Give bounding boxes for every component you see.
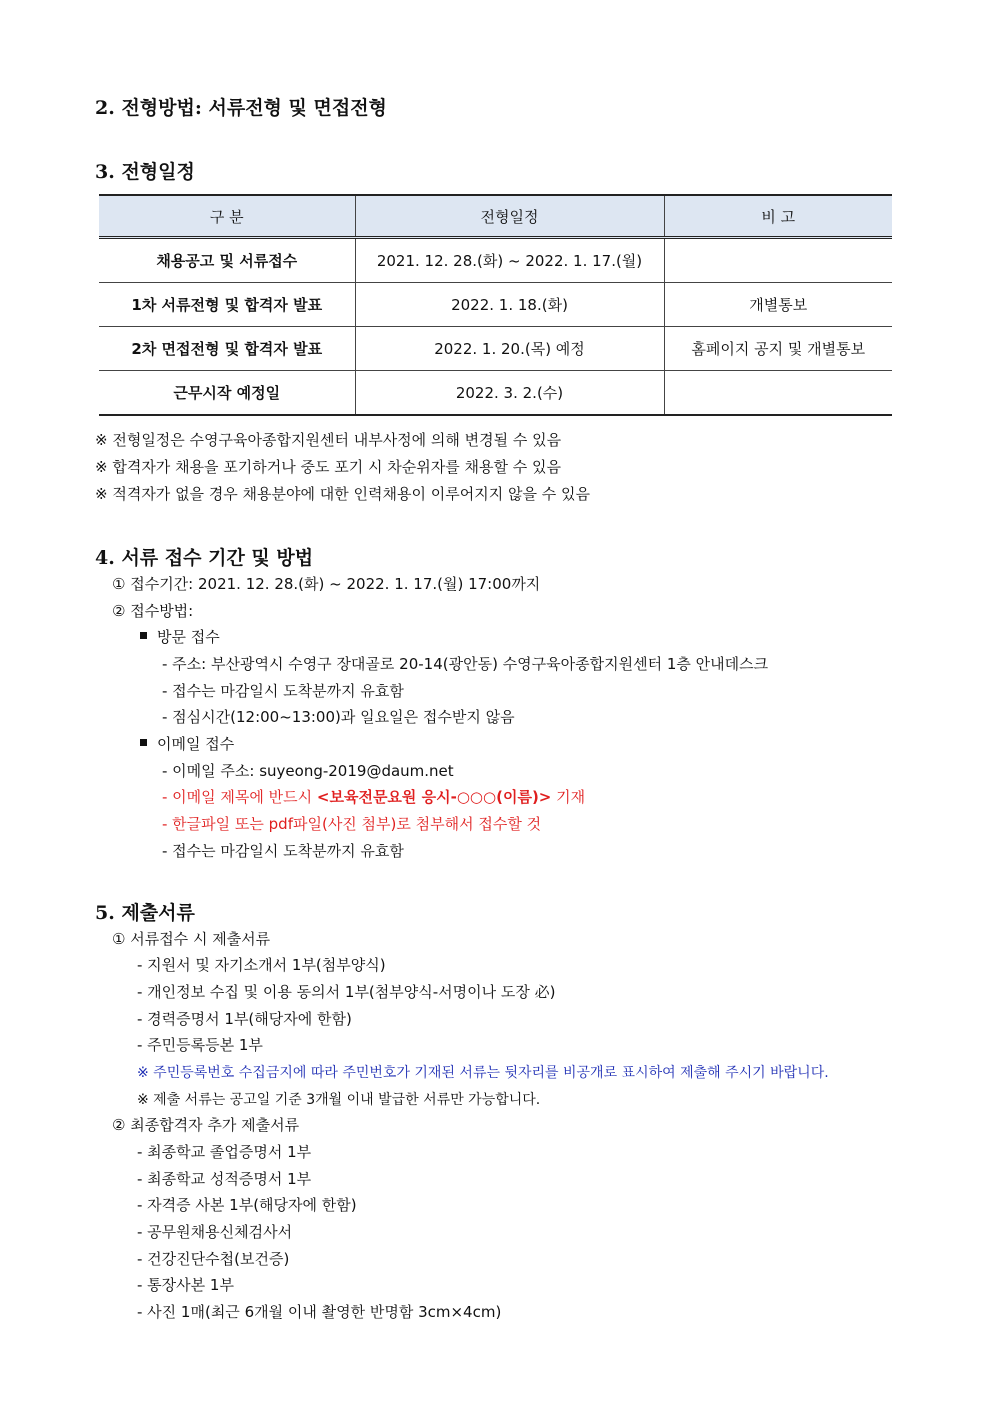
list-item: - 경력증명서 1부(해당자에 한함) [137,1010,352,1028]
section-3-heading: 3. 전형일정 [95,161,195,183]
stage-cell: 근무시작 예정일 [99,371,355,416]
email-address: - 이메일 주소: suyeong-2019@daum.net [162,762,454,780]
visit-address: - 주소: 부산광역시 수영구 장대골로 20-14(광안동) 수영구육아종합지원센터 1층 안내데스크 [162,655,769,673]
stage-cell: 채용공고 및 서류접수 [99,238,355,283]
table-row [99,327,892,371]
schedule-table [99,194,892,416]
email-submission-title [140,734,234,754]
section-5-heading: 5. 제출서류 [95,902,195,924]
email-deadline: - 접수는 마감일시 도착분까지 유효함 [162,842,404,860]
list-item: - 건강진단수첩(보건증) [137,1250,290,1268]
final-documents-title: ② 최종합격자 추가 제출서류 [112,1116,300,1134]
schedule-note: ※ 합격자가 채용을 포기하거나 중도 포기 시 차순위자를 채용할 수 있음 [95,458,561,476]
table-row [99,371,892,416]
list-item: - 최종학교 성적증명서 1부 [137,1170,312,1188]
table-row [99,283,892,327]
email-subject-prefix: - 이메일 제목에 반드시 [162,788,317,806]
schedule-note: ※ 전형일정은 수영구육아종합지원센터 내부사정에 의해 변경될 수 있음 [95,431,562,449]
schedule-note: ※ 적격자가 없을 경우 채용분야에 대한 인력채용이 이루어지지 않을 수 있음 [95,485,590,503]
application-method-label: ② 접수방법: [112,602,194,620]
date-cell: 2022. 1. 18.(화) [355,283,664,327]
list-item: - 공무원채용신체검사서 [137,1223,293,1241]
column-header-schedule: 전형일정 [355,195,664,238]
schedule-table-header-row [99,195,892,238]
application-period: ① 접수기간: 2021. 12. 28.(화) ~ 2022. 1. 17.(월) 17:00까지 [112,575,541,593]
list-item: - 자격증 사본 1부(해당자에 한함) [137,1196,357,1214]
visit-deadline: - 접수는 마감일시 도착분까지 유효함 [162,682,404,700]
square-bullet-icon [140,739,147,746]
email-subject-suffix: 기재 [551,788,586,806]
email-attachment-instruction: - 한글파일 또는 pdf파일(사진 첨부)로 첨부해서 접수할 것 [162,815,542,833]
email-subject-instruction [162,787,585,807]
list-item: - 최종학교 졸업증명서 1부 [137,1143,312,1161]
visit-hours: - 점심시간(12:00~13:00)과 일요일은 접수받지 않음 [162,708,515,726]
stage-cell: 1차 서류전형 및 합격자 발표 [99,283,355,327]
column-header-remarks: 비 고 [664,195,892,238]
date-cell: 2022. 3. 2.(수) [355,371,664,416]
documents-submission-title: ① 서류접수 시 제출서류 [112,930,271,948]
list-item: - 주민등록등본 1부 [137,1036,263,1054]
list-item: - 사진 1매(최근 6개월 이내 촬영한 반명함 3cm×4cm) [137,1303,502,1321]
list-item: - 지원서 및 자기소개서 1부(첨부양식) [137,956,386,974]
date-cell: 2021. 12. 28.(화) ~ 2022. 1. 17.(월) [355,238,664,283]
table-row [99,238,892,283]
section-2-heading: 2. 전형방법: 서류전형 및 면접전형 [95,97,387,119]
note-cell: 홈페이지 공지 및 개별통보 [664,327,892,371]
note-cell [664,238,892,283]
section-4-heading: 4. 서류 접수 기간 및 방법 [95,547,314,569]
square-bullet-icon [140,632,147,639]
column-header-category: 구 분 [99,195,355,238]
note-cell [664,371,892,416]
stage-cell: 2차 면접전형 및 합격자 발표 [99,327,355,371]
visit-submission-label: 방문 접수 [157,628,220,646]
note-cell: 개별통보 [664,283,892,327]
list-item: - 개인정보 수집 및 이용 동의서 1부(첨부양식-서명이나 도장 必) [137,983,556,1001]
list-item: - 통장사본 1부 [137,1276,234,1294]
issue-date-notice: ※ 제출 서류는 공고일 기준 3개월 이내 발급한 서류만 가능합니다. [137,1092,541,1108]
resident-number-notice: ※ 주민등록번호 수집금지에 따라 주민번호가 기재된 서류는 뒷자리를 비공개로 표시하여 제출해 주시기 바랍니다. [137,1065,829,1081]
visit-submission-title [140,627,220,647]
email-submission-label: 이메일 접수 [157,735,235,753]
date-cell: 2022. 1. 20.(목) 예정 [355,327,664,371]
email-subject-format: <보육전문요원 응시-○○○(이름)> [316,788,552,806]
